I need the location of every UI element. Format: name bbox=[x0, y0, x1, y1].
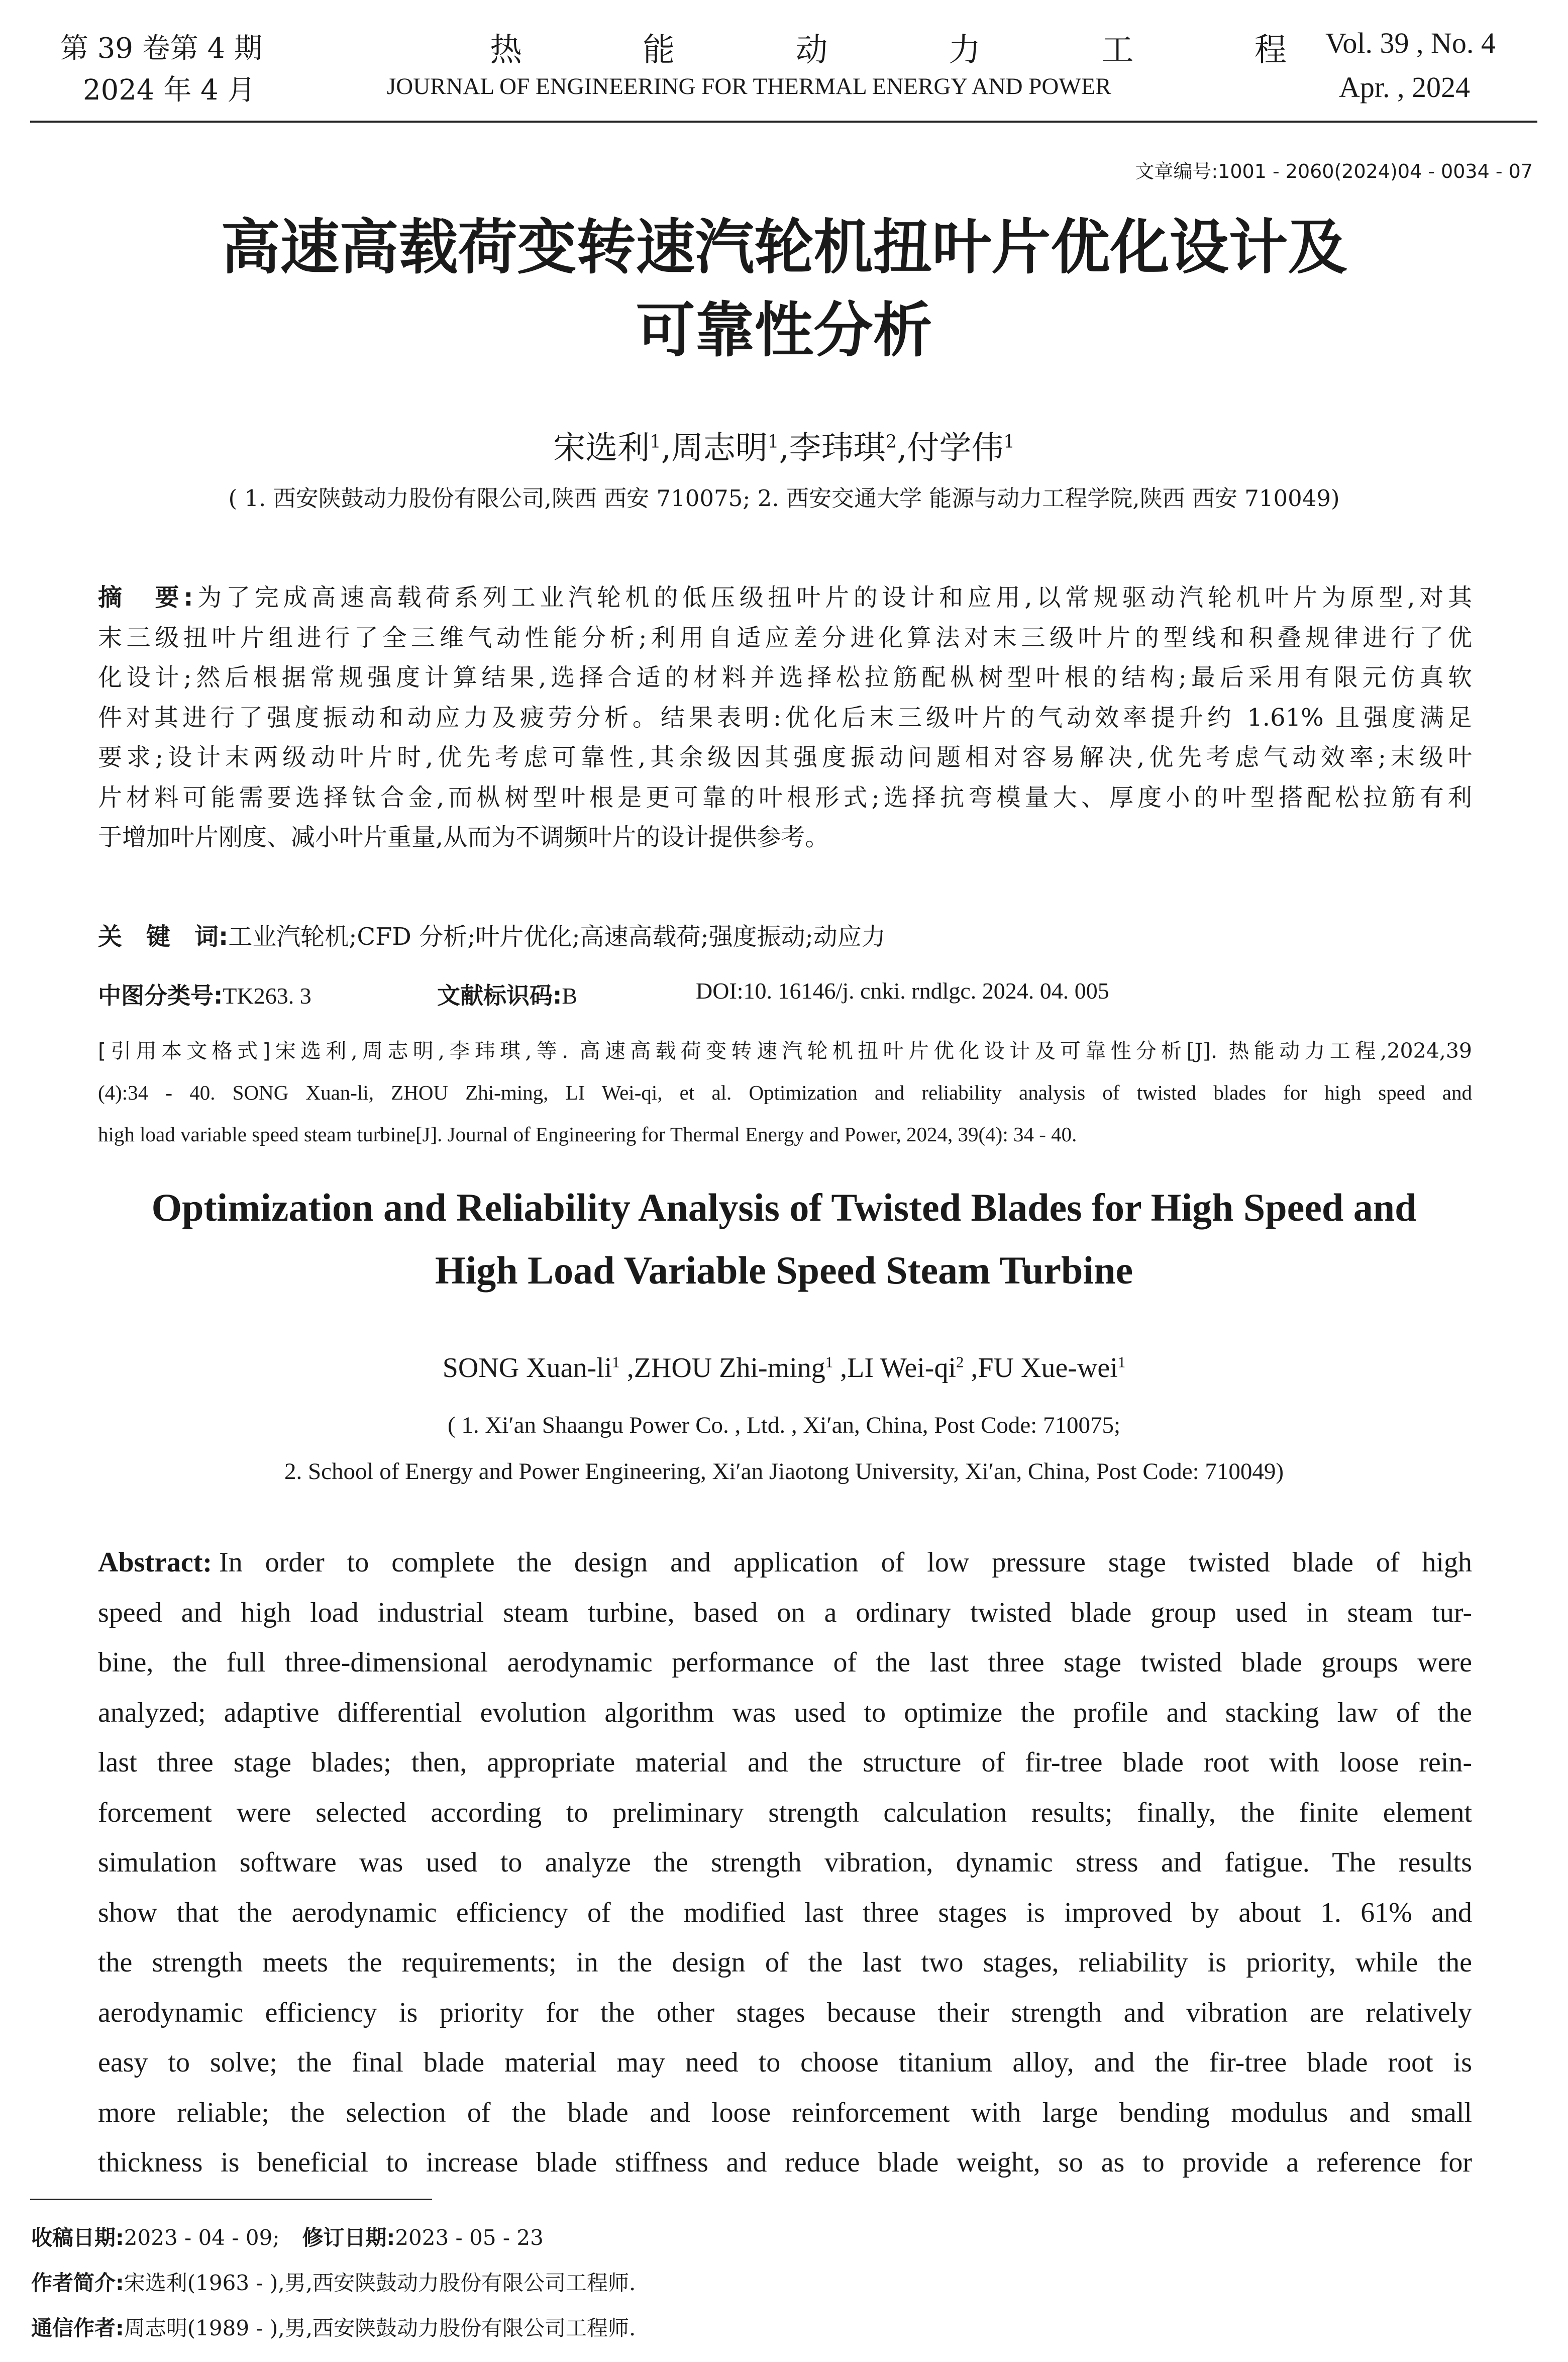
abstract-cn-line: 摘 要:为了完成高速高载荷系列工业汽轮机的低压级扭叶片的设计和应用,以常规驱动汽轮机叶片为原型,对其 bbox=[98, 583, 1472, 612]
author-en: ZHOU Zhi-ming$^1$ , bbox=[634, 1352, 848, 1384]
author-en: FU Xue-wei$^1$ bbox=[978, 1352, 1126, 1384]
issue-cn: 第 39 卷第 4 期 bbox=[60, 32, 263, 65]
title-cn-line2: 可靠性分析 bbox=[636, 296, 932, 365]
date-cn: 2024 年 4 月 bbox=[83, 74, 256, 107]
article-number: 文章编号:1001 - 2060(2024)04 - 0034 - 07 bbox=[1135, 160, 1533, 182]
abstract-en-line: speed and high load industrial steam turbine, based on a ordinary twisted blade group used in steam tur- bbox=[98, 1597, 1472, 1628]
abstract-cn-line: 于增加叶片刚度、减小叶片重量,从而为不调频叶片的设计提供参考。 bbox=[98, 823, 829, 851]
abstract-en-line: bine, the full three-dimensional aerodynamic performance of the last three stage twisted blade groups were bbox=[98, 1647, 1472, 1678]
authors-en bbox=[0, 1352, 1568, 1384]
abstract-en-line: the strength meets the requirements; in the design of the last two stages, reliability is priority, while the bbox=[98, 1947, 1472, 1978]
citation bbox=[98, 1030, 1472, 1155]
author-en: SONG Xuan-$li^1$ , bbox=[442, 1352, 634, 1384]
abstract-cn-line: 末三级扭叶片组进行了全三维气动性能分析;利用自适应差分进化算法对末三级叶片的型线和积叠规律进行了优 bbox=[98, 623, 1472, 652]
volume-en: Vol. 39 , No. 4 bbox=[1325, 27, 1496, 59]
abstract-en-line: Abstract: In order to complete the design and application of low pressure stage twisted blade of high bbox=[98, 1547, 1472, 1578]
abstract-en-line: more reliable; the selection of the blade and loose reinforcement with large bending modulus and small bbox=[98, 2097, 1472, 2128]
classification-doc-code: 文献标识码:B bbox=[437, 982, 578, 1009]
title-en-line2: High Load Variable Speed Steam Turbine bbox=[435, 1248, 1133, 1292]
keywords-label: 关 键 词: bbox=[98, 923, 229, 951]
footnote-dates: 收稿日期:2023 - 04 - 09; 修订日期:2023 - 05 - 23 bbox=[31, 2225, 544, 2250]
footnote-corresponding: 通信作者:周志明(1989 - ),男,西安陕鼓动力股份有限公司工程师. bbox=[31, 2316, 636, 2340]
author-cn: 付学伟$^1$ bbox=[907, 430, 1015, 467]
keywords-text: 工业汽轮机;CFD 分析;叶片优化;高速高载荷;强度振动;动应力 bbox=[228, 923, 886, 951]
citation-line: [引用本文格式]宋选利,周志明,李玮琪,等. 高速高载荷变转速汽轮机扭叶片优化设计及可靠性分析[J]. 热能动力工程,2024,39 bbox=[98, 1039, 1472, 1063]
author-cn: 李玮琪$^2$, bbox=[789, 430, 907, 467]
title-cn-line1: 高速高载荷变转速汽轮机扭叶片优化设计及 bbox=[221, 213, 1347, 282]
footnote-rule bbox=[30, 2199, 432, 2200]
abstract-cn-line: 化设计;然后根据常规强度计算结果,选择合适的材料并选择松拉筋配枞树型叶根的结构;最后采用有限元仿真软 bbox=[98, 663, 1472, 692]
abstract-en-line: last three stage blades; then, appropriate material and the structure of fir-tree blade root with loose rein- bbox=[98, 1747, 1472, 1778]
abstract-en-line: aerodynamic efficiency is priority for the other stages because their strength and vibration are relatively bbox=[98, 1997, 1472, 2028]
abstract-en bbox=[98, 1538, 1472, 2188]
abstract-cn bbox=[98, 578, 1472, 858]
doi: DOI:10. 16146/j. cnki. rndlgc. 2024. 04. 005 bbox=[696, 978, 1109, 1004]
abstract-en-line: show that the aerodynamic efficiency of the modified last three stages is improved by about 1. 61% and bbox=[98, 1897, 1472, 1928]
abstract-cn-line: 要求;设计末两级动叶片时,优先考虑可靠性,其余级因其强度振动问题相对容易解决,优先考虑气动效率;末级叶 bbox=[98, 743, 1472, 771]
affiliation-en-line2: 2. School of Energy and Power Engineering, Xi′an Jiaotong University, Xi′an, China, Post Code: 710049) bbox=[284, 1458, 1284, 1485]
abstract-cn-label: 摘 要: bbox=[98, 583, 193, 612]
header-rule bbox=[30, 121, 1537, 123]
title-en-line1: Optimization and Reliability Analysis of Twisted Blades for High Speed and bbox=[151, 1186, 1417, 1229]
affiliation-en bbox=[0, 1402, 1568, 1495]
authors-cn bbox=[0, 422, 1568, 468]
affiliation-cn: ( 1. 西安陕鼓动力股份有限公司,陕西 西安 710075; 2. 西安交通大学 能源与动力工程学院,陕西 西安 710049) bbox=[228, 485, 1340, 512]
abstract-en-line: forcement were selected according to preliminary strength calculation results; finally, the finite element bbox=[98, 1797, 1472, 1828]
author-cn: 周志明$^1$, bbox=[671, 430, 789, 467]
date-en: Apr. , 2024 bbox=[1339, 71, 1470, 104]
title-cn bbox=[0, 206, 1568, 372]
journal-title-cn: 热 能 动 力 工 程 bbox=[490, 32, 1342, 69]
abstract-cn-line: 片材料可能需要选择钛合金,而枞树型叶根是更可靠的叶根形式;选择抗弯模量大、厚度小的叶型搭配松拉筋有利 bbox=[98, 783, 1472, 812]
citation-line: high load variable speed steam turbine[J]. Journal of Engineering for Thermal Energy and Power, 2024, 39(4): 34 - 40. bbox=[98, 1123, 1077, 1146]
affiliation-en-line1: ( 1. Xi′an Shaangu Power Co. , Ltd. , Xi′an, China, Post Code: 710075; bbox=[447, 1412, 1121, 1438]
journal-title-en: JOURNAL OF ENGINEERING FOR THERMAL ENERGY AND POWER bbox=[387, 73, 1111, 100]
abstract-en-line: thickness is beneficial to increase blade stiffness and reduce blade weight, so as to provide a reference for bbox=[98, 2147, 1472, 2178]
classification-clc: 中图分类号:TK263. 3 bbox=[98, 982, 311, 1009]
citation-line: (4):34 - 40. SONG Xuan-li, ZHOU Zhi-ming, LI Wei-qi, et al. Optimization and reliability analysis of twisted blades for high speed and bbox=[98, 1081, 1472, 1104]
author-cn: 宋选利$^1$, bbox=[553, 430, 671, 467]
abstract-en-label: Abstract: bbox=[98, 1547, 213, 1578]
abstract-en-line: easy to solve; the final blade material may need to choose titanium alloy, and the fir-tree blade root is bbox=[98, 2047, 1472, 2078]
abstract-cn-line: 件对其进行了强度振动和动应力及疲劳分析。结果表明:优化后末三级叶片的气动效率提升约 1.61% 且强度满足 bbox=[98, 703, 1472, 732]
abstract-en-line: analyzed; adaptive differential evolution algorithm was used to optimize the profile and stacking law of the bbox=[98, 1697, 1472, 1728]
citation-label: [引用本文格式] bbox=[98, 1039, 271, 1063]
footnote-author-bio: 作者简介:宋选利(1963 - ),男,西安陕鼓动力股份有限公司工程师. bbox=[31, 2271, 636, 2295]
keywords-cn bbox=[98, 917, 886, 952]
title-en bbox=[0, 1176, 1568, 1302]
author-en: LI Wei-$qi^2$ , bbox=[847, 1352, 978, 1384]
abstract-en-line: simulation software was used to analyze the strength vibration, dynamic stress and fatigue. The results bbox=[98, 1847, 1472, 1878]
